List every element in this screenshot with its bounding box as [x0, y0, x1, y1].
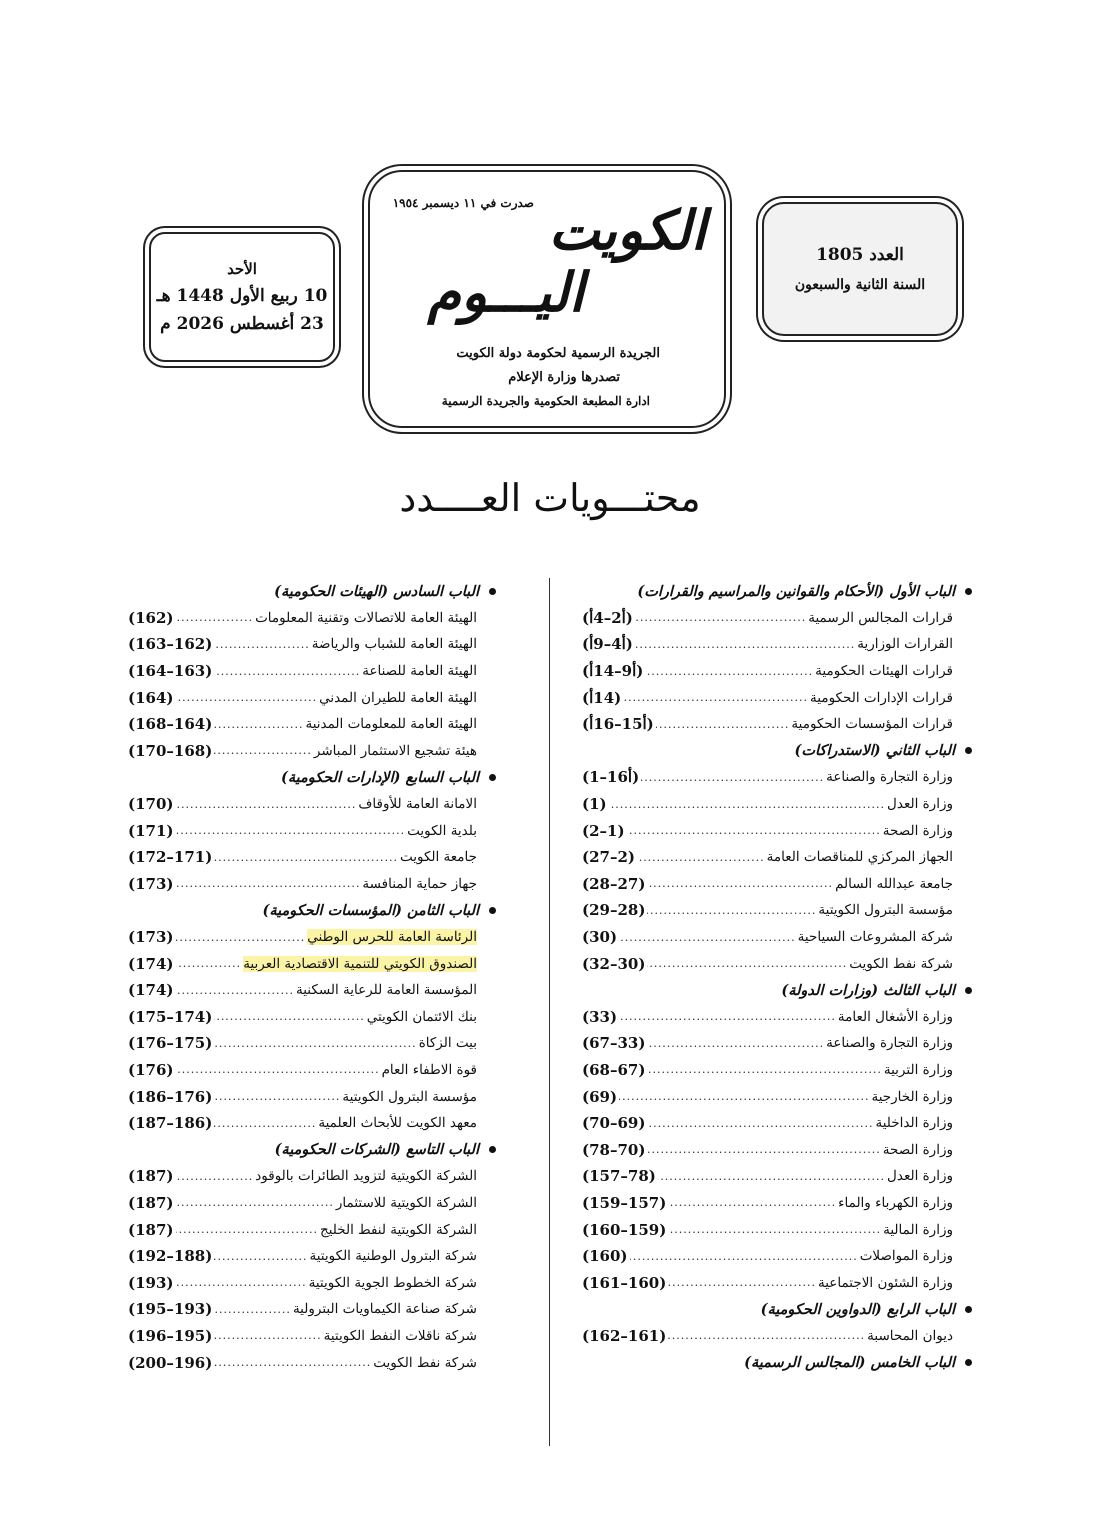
toc-leader-dots	[668, 1276, 816, 1289]
bullet-icon	[489, 1146, 496, 1153]
toc-entry-pages: (أ9–14أ)	[582, 662, 644, 681]
toc-entry-name: وزارة التجارة والصناعة	[826, 1035, 953, 1052]
toc-entry-pages: (186–187)	[128, 1114, 213, 1133]
toc-entry-pages: (196–200)	[128, 1353, 213, 1372]
toc-entry	[582, 791, 974, 818]
toc-entry-pages: (160–161)	[582, 1273, 667, 1292]
toc-heading-text: الباب الرابع (الدواوين الحكومية)	[760, 1300, 955, 1318]
toc-entry	[128, 711, 498, 738]
toc-entry	[582, 1057, 974, 1084]
toc-entry	[582, 1030, 974, 1057]
toc-entry-name: قرارات الهيئات الحكومية	[815, 663, 953, 680]
toc-entry	[582, 897, 974, 924]
toc-leader-dots	[641, 771, 824, 784]
toc-entry-pages: (171)	[128, 821, 174, 840]
bullet-icon	[489, 774, 496, 781]
toc-entry-name: بلدية الكويت	[407, 822, 477, 839]
toc-section-heading	[128, 1136, 498, 1163]
toc-heading-text: الباب السادس (الهيئات الحكومية)	[274, 582, 479, 600]
toc-leader-dots	[176, 1276, 307, 1289]
toc-leader-dots	[619, 1010, 836, 1023]
toc-entry	[582, 658, 974, 685]
toc-entry-pages: (193–195)	[128, 1300, 213, 1319]
toc-leader-dots	[214, 744, 312, 757]
toc-entry	[128, 631, 498, 658]
toc-entry	[582, 605, 974, 632]
toc-entry-pages: (30–32)	[582, 954, 646, 973]
bullet-icon	[965, 588, 972, 595]
toc-entry	[582, 1110, 974, 1137]
toc-entry	[128, 1057, 498, 1084]
toc-section-heading	[128, 578, 498, 605]
toc-entry-name: شركة المشروعات السياحية	[797, 929, 953, 946]
toc-section-heading	[582, 1296, 974, 1323]
toc-leader-dots	[645, 665, 813, 678]
toc-entry	[128, 1296, 498, 1323]
toc-entry-name: معهد الكويت للأبحاث العلمية	[318, 1115, 477, 1132]
toc-leader-dots	[214, 1250, 307, 1263]
masthead-issued-date: صدرت في ١١ ديسمبر ١٩٥٤	[392, 196, 534, 210]
toc-entry-name: قوة الاطفاء العام	[381, 1061, 477, 1078]
toc-leader-dots	[630, 1250, 858, 1263]
toc-entry	[582, 1216, 974, 1243]
toc-entry	[128, 791, 498, 818]
toc-entry-pages: (187)	[128, 1167, 174, 1186]
toc-entry	[128, 1190, 498, 1217]
toc-entry	[128, 1030, 498, 1057]
toc-entry-name: ديوان المحاسبة	[867, 1327, 953, 1344]
toc-leader-dots	[214, 638, 309, 651]
toc-entry-pages: (160)	[582, 1247, 628, 1266]
masthead-subtitle-3: ادارة المطبعة الحكومية والجريدة الرسمية	[441, 394, 650, 408]
toc-leader-dots	[214, 718, 303, 731]
toc-leader-dots	[176, 798, 357, 811]
masthead-subtitle-1: الجريدة الرسمية لحكومة دولة الكويت	[456, 346, 660, 361]
toc-entry	[128, 1110, 498, 1137]
date-box	[149, 232, 335, 362]
toc-entry-pages: (أ15–16أ)	[582, 715, 654, 734]
toc-entry-pages: (2–27)	[582, 848, 636, 867]
toc-entry	[128, 924, 498, 951]
toc-entry-name: الرئاسة العامة للحرس الوطني	[307, 929, 477, 946]
toc-entry	[128, 1323, 498, 1350]
toc-left-column	[128, 578, 498, 1376]
date-gregorian: 23 أغسطس 2026 م	[160, 314, 324, 334]
toc-entry-pages: (164–168)	[128, 715, 213, 734]
toc-entry	[582, 1163, 974, 1190]
toc-entry-pages: (161–162)	[582, 1326, 667, 1345]
toc-section-heading	[582, 578, 974, 605]
toc-leader-dots	[619, 931, 796, 944]
toc-leader-dots	[647, 1117, 873, 1130]
toc-entry-name: قرارات المؤسسات الحكومية	[791, 716, 953, 733]
bullet-icon	[489, 907, 496, 914]
toc-entry-pages: (175–176)	[128, 1034, 213, 1053]
toc-heading-text: الباب السابع (الإدارات الحكومية)	[281, 768, 479, 786]
toc-entry-name: وزارة المواصلات	[859, 1248, 953, 1265]
toc-leader-dots	[647, 1037, 824, 1050]
toc-leader-dots	[214, 851, 398, 864]
toc-leader-dots	[176, 1063, 380, 1076]
toc-heading-text: الباب الثالث (وزارات الدولة)	[781, 981, 955, 999]
toc-section-heading	[128, 897, 498, 924]
toc-entry-pages: (173)	[128, 928, 174, 947]
toc-entry-name: جهاز حماية المنافسة	[362, 875, 477, 892]
toc-entry	[582, 844, 974, 871]
toc-entry-name: قرارات المجالس الرسمية	[808, 609, 953, 626]
toc-entry-pages: (195–196)	[128, 1326, 213, 1345]
toc-entry-pages: (174)	[128, 981, 174, 1000]
toc-leader-dots	[176, 691, 318, 704]
toc-leader-dots	[214, 1303, 291, 1316]
toc-entry	[582, 871, 974, 898]
toc-entry	[128, 1163, 498, 1190]
toc-entry-pages: (28–29)	[582, 901, 646, 920]
issue-number: العدد 1805	[816, 245, 904, 265]
toc-entry-name: شركة الخطوط الجوية الكويتية	[308, 1274, 477, 1291]
toc-entry-name: بنك الائتمان الكويتي	[366, 1008, 477, 1025]
toc-entry	[582, 1243, 974, 1270]
toc-entry-pages: (163–164)	[128, 662, 213, 681]
toc-entry-name: وزارة الخارجية	[871, 1088, 953, 1105]
toc-entry	[128, 950, 498, 977]
toc-entry	[582, 1269, 974, 1296]
toc-entry-pages: (33)	[582, 1007, 618, 1026]
toc-entry-name: وزارة الأشغال العامة	[837, 1008, 953, 1025]
toc-entry	[128, 684, 498, 711]
toc-leader-dots	[214, 1010, 364, 1023]
toc-entry-pages: (174)	[128, 954, 174, 973]
toc-leader-dots	[658, 1170, 885, 1183]
toc-leader-dots	[647, 1063, 881, 1076]
toc-section-heading	[582, 977, 974, 1004]
toc-entry-name: الامانة العامة للأوقاف	[358, 796, 477, 813]
toc-entry	[128, 844, 498, 871]
toc-leader-dots	[635, 611, 806, 624]
toc-entry-name: المؤسسة العامة للرعاية السكنية	[295, 982, 477, 999]
bullet-icon	[965, 747, 972, 754]
masthead-title-line1: الكويت	[548, 198, 706, 262]
toc-leader-dots	[176, 611, 254, 624]
toc-leader-dots	[656, 718, 790, 731]
toc-entry	[582, 1136, 974, 1163]
toc-entry-pages: (27–28)	[582, 874, 646, 893]
toc-entry-name: وزارة المالية	[883, 1221, 953, 1238]
toc-entry-pages: (1)	[582, 795, 607, 814]
toc-leader-dots	[668, 1223, 881, 1236]
toc-leader-dots	[176, 877, 361, 890]
toc-entry-pages: (168–170)	[128, 741, 213, 760]
toc-entry	[128, 658, 498, 685]
toc-leader-dots	[176, 1170, 254, 1183]
toc-entry-pages: (33–67)	[582, 1034, 646, 1053]
toc-entry-name: وزارة التربية	[883, 1061, 953, 1078]
toc-entry	[128, 1083, 498, 1110]
toc-entry-pages: (164)	[128, 688, 174, 707]
toc-entry-pages: (176–186)	[128, 1087, 213, 1106]
toc-leader-dots	[637, 851, 765, 864]
toc-entry-pages: (أ2–4أ)	[582, 608, 633, 627]
column-divider	[549, 578, 550, 1446]
toc-entry-pages: (174–175)	[128, 1007, 213, 1026]
toc-entry-name: الشركة الكويتية لتزويد الطائرات بالوقود	[255, 1168, 477, 1185]
toc-entry-name: شركة ناقلات النفط الكويتية	[323, 1327, 477, 1344]
bullet-icon	[965, 987, 972, 994]
masthead-title-line2: اليـــوم	[427, 260, 584, 324]
contents-title: محتـــويات العــــدد	[399, 476, 701, 520]
toc-leader-dots	[635, 638, 855, 651]
toc-entry-name: هيئة تشجيع الاستثمار المباشر	[313, 742, 477, 759]
toc-leader-dots	[609, 798, 885, 811]
toc-entry-name: مؤسسة البترول الكويتية	[818, 902, 953, 919]
toc-leader-dots	[627, 824, 881, 837]
toc-entry	[128, 1216, 498, 1243]
toc-entry	[582, 950, 974, 977]
toc-entry-pages: (171–172)	[128, 848, 213, 867]
toc-leader-dots	[214, 1090, 340, 1103]
toc-entry-name: الجهاز المركزي للمناقصات العامة	[766, 849, 953, 866]
toc-entry	[582, 1004, 974, 1031]
toc-entry	[582, 817, 974, 844]
toc-entry	[128, 1004, 498, 1031]
toc-entry	[128, 605, 498, 632]
toc-entry-name: وزارة الشئون الاجتماعية	[818, 1274, 953, 1291]
bullet-icon	[489, 588, 496, 595]
toc-entry	[128, 1349, 498, 1376]
toc-entry	[582, 631, 974, 658]
toc-entry-name: وزارة الداخلية	[875, 1115, 953, 1132]
toc-entry	[128, 1243, 498, 1270]
toc-leader-dots	[647, 1143, 880, 1156]
toc-entry-name: شركة نفط الكويت	[373, 1354, 477, 1371]
toc-leader-dots	[647, 877, 833, 890]
toc-entry	[582, 1083, 974, 1110]
toc-entry-name: جامعة الكويت	[399, 849, 477, 866]
toc-entry-name: قرارات الإدارات الحكومية	[810, 689, 953, 706]
toc-entry	[582, 1323, 974, 1350]
toc-entry-pages: (67–68)	[582, 1060, 646, 1079]
toc-entry-name: وزارة الصحة	[882, 822, 953, 839]
issue-number-box	[762, 202, 958, 336]
toc-entry-name: الهيئة العامة للطيران المدني	[319, 689, 477, 706]
toc-entry-pages: (157–159)	[582, 1193, 667, 1212]
toc-entry-name: بيت الزكاة	[418, 1035, 477, 1052]
toc-entry-name: القرارات الوزارية	[857, 636, 953, 653]
toc-entry	[128, 871, 498, 898]
toc-section-heading	[128, 764, 498, 791]
toc-entry	[582, 684, 974, 711]
toc-entry-name: الشركة الكويتية للاستثمار	[335, 1194, 477, 1211]
toc-leader-dots	[647, 904, 816, 917]
toc-leader-dots	[668, 1329, 865, 1342]
toc-entry-name: الشركة الكويتية لنفط الخليج	[320, 1221, 477, 1238]
toc-entry-pages: (170)	[128, 795, 174, 814]
toc-heading-text: الباب الثامن (المؤسسات الحكومية)	[262, 901, 479, 919]
toc-entry-pages: (187)	[128, 1193, 174, 1212]
toc-entry-pages: (69)	[582, 1087, 618, 1106]
toc-leader-dots	[176, 984, 294, 997]
toc-entry-pages: (162–163)	[128, 635, 213, 654]
toc-entry	[582, 711, 974, 738]
toc-leader-dots	[176, 824, 406, 837]
toc-leader-dots	[214, 1329, 321, 1342]
toc-leader-dots	[623, 691, 808, 704]
toc-entry-name: الهيئة العامة للمعلومات المدنية	[305, 716, 477, 733]
toc-leader-dots	[214, 1356, 371, 1369]
toc-entry-pages: (14أ)	[582, 688, 622, 707]
toc-entry-name: شركة صناعة الكيماويات البترولية	[292, 1301, 477, 1318]
toc-entry-pages: (1–2)	[582, 821, 625, 840]
date-day: الأحد	[227, 260, 257, 278]
toc-entry-name: شركة نفط الكويت	[849, 955, 953, 972]
toc-entry-name: شركة البترول الوطنية الكويتية	[309, 1248, 477, 1265]
toc-entry-pages: (69–70)	[582, 1114, 646, 1133]
toc-right-column	[582, 578, 974, 1376]
toc-leader-dots	[214, 1117, 316, 1130]
toc-section-heading	[582, 1349, 974, 1376]
toc-entry-name: وزارة الصحة	[882, 1141, 953, 1158]
toc-heading-text: الباب التاسع (الشركات الحكومية)	[274, 1141, 479, 1159]
toc-entry	[128, 817, 498, 844]
toc-entry-name: وزارة العدل	[887, 1168, 953, 1185]
toc-entry-pages: (162)	[128, 608, 174, 627]
toc-leader-dots	[619, 1090, 869, 1103]
date-hijri: 10 ربيع الأول 1448 هـ	[156, 286, 328, 306]
toc-leader-dots	[176, 957, 242, 970]
toc-entry-pages: (188–192)	[128, 1247, 213, 1266]
toc-entry-pages: (أ16–1)	[582, 768, 640, 787]
toc-entry	[582, 1190, 974, 1217]
toc-heading-text: الباب الخامس (المجالس الرسمية)	[744, 1354, 955, 1372]
toc-entry	[582, 764, 974, 791]
issue-year: السنة الثانية والسبعون	[794, 277, 926, 293]
toc-entry-pages: (173)	[128, 874, 174, 893]
masthead-subtitle-2: تصدرها وزارة الإعلام	[508, 370, 620, 385]
toc-entry-name: وزارة العدل	[887, 796, 953, 813]
toc-entry-pages: (30)	[582, 928, 618, 947]
toc-entry-name: الصندوق الكويتي للتنمية الاقتصادية العربية	[243, 955, 477, 972]
toc-entry-name: وزارة الكهرباء والماء	[838, 1194, 953, 1211]
toc-entry-pages: (193)	[128, 1273, 174, 1292]
toc-entry-name: الهيئة العامة للصناعة	[362, 663, 477, 680]
toc-entry-pages: (78–157)	[582, 1167, 656, 1186]
toc-entry	[128, 977, 498, 1004]
toc-heading-text: الباب الثاني (الاستدراكات)	[794, 742, 955, 760]
toc-entry-name: الهيئة العامة للاتصالات وتقنية المعلومات	[255, 609, 477, 626]
toc-leader-dots	[668, 1196, 836, 1209]
toc-entry	[582, 924, 974, 951]
toc-section-heading	[582, 738, 974, 765]
toc-entry-pages: (أ4–9أ)	[582, 635, 633, 654]
toc-leader-dots	[176, 1196, 334, 1209]
bullet-icon	[965, 1306, 972, 1313]
toc-entry-name: وزارة التجارة والصناعة	[826, 769, 953, 786]
toc-entry-pages: (70–78)	[582, 1140, 646, 1159]
toc-leader-dots	[176, 931, 306, 944]
toc-leader-dots	[647, 957, 847, 970]
toc-heading-text: الباب الأول (الأحكام والقوانين والمراسيم والقرارات)	[637, 582, 955, 600]
toc-entry-name: مؤسسة البترول الكويتية	[342, 1088, 477, 1105]
toc-leader-dots	[214, 665, 360, 678]
toc-entry	[128, 1269, 498, 1296]
toc-leader-dots	[214, 1037, 416, 1050]
toc-leader-dots	[176, 1223, 318, 1236]
toc-entry-pages: (187)	[128, 1220, 174, 1239]
masthead	[368, 170, 726, 428]
toc-entry	[128, 738, 498, 765]
toc-entry-name: الهيئة العامة للشباب والرياضة	[311, 636, 477, 653]
bullet-icon	[965, 1359, 972, 1366]
toc-entry-pages: (176)	[128, 1060, 174, 1079]
toc-entry-pages: (159–160)	[582, 1220, 667, 1239]
toc-entry-name: جامعة عبدالله السالم	[835, 875, 953, 892]
